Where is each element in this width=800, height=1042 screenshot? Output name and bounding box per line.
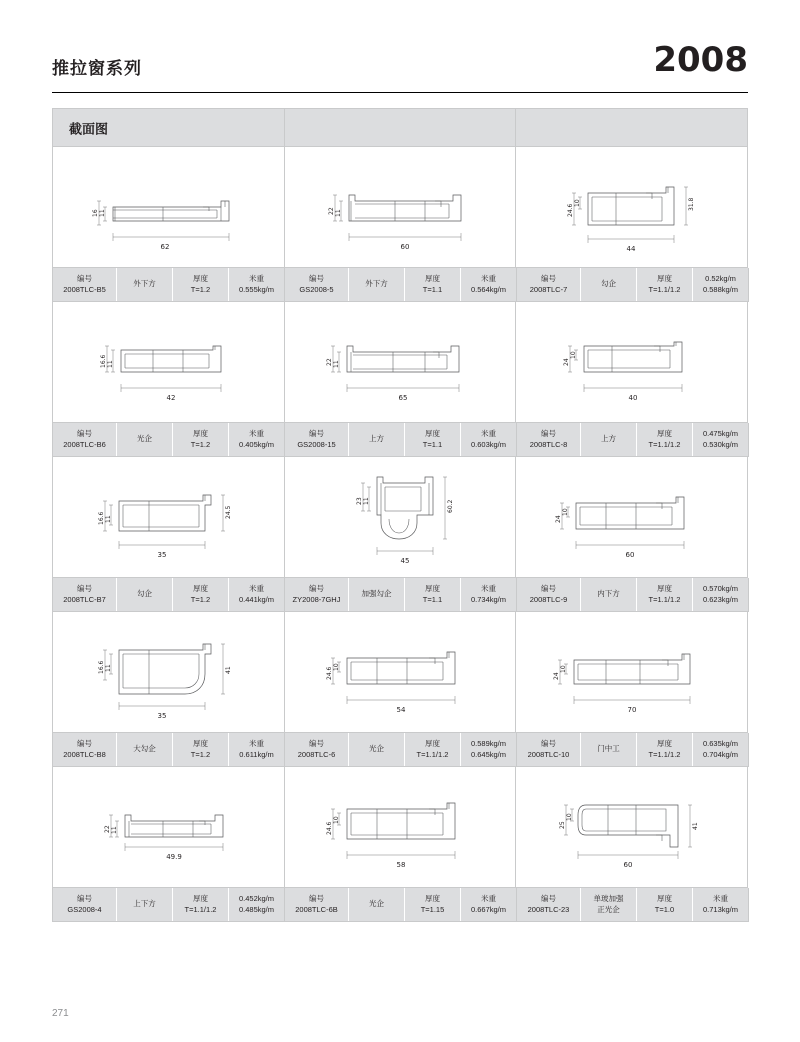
spec-row-5 bbox=[53, 888, 748, 922]
svg-text:22: 22 bbox=[104, 825, 111, 833]
spec-row-3 bbox=[53, 578, 748, 612]
spec-thickness: 厚度 T=1.1/1.2 bbox=[637, 578, 693, 611]
svg-text:24.6: 24.6 bbox=[325, 666, 333, 680]
svg-text:41: 41 bbox=[225, 666, 232, 674]
svg-text:11: 11 bbox=[99, 209, 106, 217]
spec-cell-2008TLC-7 bbox=[517, 268, 749, 302]
spec-weight: 米重 0.564kg/m bbox=[470, 274, 507, 294]
spec-weight: 米重 0.603kg/m bbox=[470, 429, 507, 449]
dim-width-1-1: 62 bbox=[160, 243, 170, 251]
series-number: 2008 bbox=[653, 40, 748, 80]
svg-text:11: 11 bbox=[334, 209, 342, 217]
svg-text:22: 22 bbox=[327, 207, 335, 215]
profile-drawing-2008TLC-23 bbox=[516, 767, 748, 888]
svg-text:16.6: 16.6 bbox=[98, 511, 105, 525]
spec-cell-2008TLC-B8 bbox=[53, 733, 285, 767]
spec-cell-2008TLC-B6 bbox=[53, 423, 285, 457]
spec-code: 编号 2008TLC-B5 bbox=[53, 268, 117, 301]
profile-drawing-2008TLC-6B bbox=[285, 767, 517, 888]
spec-code: 编号 GS2008-5 bbox=[285, 268, 349, 301]
profile-drawing-GS2008-5 bbox=[285, 147, 517, 268]
spec-weight: 米重 0.734kg/m bbox=[470, 584, 507, 604]
dim-width-5-3: 60 bbox=[623, 861, 633, 869]
spec-row-4 bbox=[53, 733, 748, 767]
spec-name: 勾企 bbox=[581, 268, 637, 301]
dim-width-2-2: 65 bbox=[398, 394, 408, 402]
table-title-cell-blank-2 bbox=[516, 109, 748, 147]
spec-cell-2008TLC-23 bbox=[517, 888, 749, 922]
spec-weight: 米重 0.441kg/m bbox=[238, 584, 275, 604]
spec-weight: 米重 0.405kg/m bbox=[238, 429, 275, 449]
spec-cell-2008TLC-9 bbox=[517, 578, 749, 612]
svg-text:23: 23 bbox=[355, 497, 363, 505]
spec-code: 编号 GS2008-4 bbox=[53, 888, 117, 921]
spec-thickness: 厚度 T=1.1 bbox=[405, 268, 461, 301]
spec-code: 编号 2008TLC-8 bbox=[517, 423, 581, 456]
spec-thickness: 厚度 T=1.2 bbox=[173, 423, 229, 456]
dim-width-1-3: 44 bbox=[626, 245, 636, 253]
table-title-cell bbox=[53, 109, 285, 147]
spec-name: 加强勾企 bbox=[349, 578, 405, 611]
spec-weight: 0.570kg/m 0.623kg/m bbox=[702, 584, 739, 604]
spec-name: 上方 bbox=[349, 423, 405, 456]
profile-drawing-2008TLC-6 bbox=[285, 612, 517, 733]
profile-drawing-2008TLC-10 bbox=[516, 612, 748, 733]
spec-cell-ZY2008-7GHJ bbox=[285, 578, 517, 612]
svg-text:24: 24 bbox=[553, 672, 561, 680]
spec-cell-2008TLC-B5 bbox=[53, 268, 285, 302]
spec-name: 大勾企 bbox=[117, 733, 173, 766]
spec-code: 编号 2008TLC-10 bbox=[517, 733, 581, 766]
spec-name: 光企 bbox=[117, 423, 173, 456]
spec-weight: 0.589kg/m 0.645kg/m bbox=[470, 739, 507, 759]
spec-thickness: 厚度 T=1.2 bbox=[173, 268, 229, 301]
svg-text:22: 22 bbox=[325, 358, 333, 366]
svg-text:10: 10 bbox=[574, 199, 582, 207]
spec-weight: 米重 0.611kg/m bbox=[239, 739, 274, 759]
spec-weight: 0.52kg/m 0.588kg/m bbox=[702, 274, 739, 294]
spec-name: 勾企 bbox=[117, 578, 173, 611]
svg-text:16.6: 16.6 bbox=[100, 354, 107, 368]
spec-weight: 0.475kg/m 0.530kg/m bbox=[702, 429, 739, 449]
svg-text:24: 24 bbox=[563, 358, 571, 366]
spec-thickness: 厚度 T=1.1 bbox=[405, 423, 461, 456]
profile-drawing-2008TLC-B6 bbox=[53, 302, 285, 423]
spec-weight: 0.635kg/m 0.704kg/m bbox=[702, 739, 739, 759]
spec-name: 单玻加强 正光企 bbox=[581, 888, 637, 921]
profile-drawing-2008TLC-B8 bbox=[53, 612, 285, 733]
spec-row-2 bbox=[53, 423, 748, 457]
svg-text:11: 11 bbox=[105, 664, 112, 672]
spec-code: 编号 2008TLC-7 bbox=[517, 268, 581, 301]
dim-width-4-2: 54 bbox=[396, 706, 406, 714]
page-number: 271 bbox=[52, 1008, 69, 1019]
spec-cell-2008TLC-6B bbox=[285, 888, 517, 922]
spec-code: 编号 2008TLC-B7 bbox=[53, 578, 117, 611]
drawing-row-3 bbox=[53, 457, 748, 578]
table-title-cell-blank-1 bbox=[285, 109, 517, 147]
dim-width-4-1: 35 bbox=[157, 712, 167, 720]
spec-code: 编号 2008TLC-6B bbox=[285, 888, 349, 921]
spec-weight: 0.452kg/m 0.485kg/m bbox=[238, 894, 275, 914]
svg-text:11: 11 bbox=[105, 515, 112, 523]
spec-code: 编号 2008TLC-6 bbox=[285, 733, 349, 766]
svg-text:11: 11 bbox=[362, 497, 370, 505]
spec-cell-GS2008-15 bbox=[285, 423, 517, 457]
spec-weight: 米重 0.667kg/m bbox=[470, 894, 507, 914]
svg-text:60.2: 60.2 bbox=[446, 499, 454, 513]
spec-name: 光企 bbox=[349, 888, 405, 921]
profile-drawing-2008TLC-B5 bbox=[53, 147, 285, 268]
svg-text:16.6: 16.6 bbox=[98, 660, 105, 674]
spec-code: 编号 2008TLC-B6 bbox=[53, 423, 117, 456]
spec-cell-GS2008-4 bbox=[53, 888, 285, 922]
svg-text:11: 11 bbox=[111, 826, 118, 834]
spec-thickness: 厚度 T=1.2 bbox=[173, 578, 229, 611]
dim-width-2-3: 40 bbox=[628, 394, 638, 402]
spec-cell-2008TLC-6 bbox=[285, 733, 517, 767]
dim-width-3-1: 35 bbox=[157, 551, 167, 559]
spec-cell-2008TLC-10 bbox=[517, 733, 749, 767]
spec-thickness: 厚度 T=1.1/1.2 bbox=[405, 733, 461, 766]
dim-width-1-2: 60 bbox=[400, 243, 410, 251]
profile-drawing-ZY2008-7GHJ bbox=[285, 457, 517, 578]
svg-text:24.6: 24.6 bbox=[325, 821, 333, 835]
spec-name: 上方 bbox=[581, 423, 637, 456]
svg-text:10: 10 bbox=[562, 508, 570, 516]
spec-name: 门中工 bbox=[581, 733, 637, 766]
svg-text:11: 11 bbox=[332, 360, 340, 368]
svg-text:24: 24 bbox=[555, 515, 563, 523]
dim-width-5-2: 58 bbox=[396, 861, 406, 869]
drawing-row-5 bbox=[53, 767, 748, 888]
spec-code: 编号 ZY2008-7GHJ bbox=[285, 578, 349, 611]
spec-row-1 bbox=[53, 268, 748, 302]
spec-cell-2008TLC-B7 bbox=[53, 578, 285, 612]
spec-thickness: 厚度 T=1.1/1.2 bbox=[637, 423, 693, 456]
profile-table bbox=[52, 108, 748, 922]
spec-name: 光企 bbox=[349, 733, 405, 766]
section-title: 截面图 bbox=[69, 121, 109, 136]
svg-text:10: 10 bbox=[570, 351, 578, 359]
spec-name: 上下方 bbox=[117, 888, 173, 921]
spec-thickness: 厚度 T=1.1/1.2 bbox=[637, 733, 693, 766]
svg-text:10: 10 bbox=[560, 665, 568, 673]
drawing-row-2 bbox=[53, 302, 748, 423]
spec-thickness: 厚度 T=1.0 bbox=[637, 888, 693, 921]
header-divider bbox=[52, 92, 748, 93]
spec-weight: 米重 0.555kg/m bbox=[238, 274, 275, 294]
svg-text:10: 10 bbox=[332, 816, 340, 824]
spec-name: 外下方 bbox=[349, 268, 405, 301]
spec-code: 编号 2008TLC-B8 bbox=[53, 733, 117, 766]
spec-name: 外下方 bbox=[117, 268, 173, 301]
profile-drawing-GS2008-15 bbox=[285, 302, 517, 423]
spec-thickness: 厚度 T=1.1 bbox=[405, 578, 461, 611]
profile-drawing-2008TLC-8 bbox=[516, 302, 748, 423]
spec-code: 编号 2008TLC-9 bbox=[517, 578, 581, 611]
spec-thickness: 厚度 T=1.1/1.2 bbox=[637, 268, 693, 301]
spec-cell-GS2008-5 bbox=[285, 268, 517, 302]
drawing-row-4 bbox=[53, 612, 748, 733]
svg-text:24.6: 24.6 bbox=[567, 203, 575, 217]
svg-text:11: 11 bbox=[107, 360, 114, 368]
spec-weight: 米重 0.713kg/m bbox=[702, 894, 739, 914]
spec-cell-2008TLC-8 bbox=[517, 423, 749, 457]
dim-width-3-2: 45 bbox=[400, 557, 410, 565]
dim-width-3-3: 60 bbox=[625, 551, 635, 559]
spec-name: 内下方 bbox=[581, 578, 637, 611]
svg-text:16: 16 bbox=[92, 209, 99, 217]
svg-text:25: 25 bbox=[559, 821, 567, 829]
svg-text:24.5: 24.5 bbox=[225, 505, 232, 519]
spec-thickness: 厚度 T=1.2 bbox=[173, 733, 229, 766]
spec-thickness: 厚度 T=1.15 bbox=[405, 888, 461, 921]
profile-drawing-2008TLC-7 bbox=[516, 147, 748, 268]
series-title: 推拉窗系列 bbox=[52, 59, 142, 78]
svg-text:10: 10 bbox=[566, 813, 574, 821]
drawing-row-1 bbox=[53, 147, 748, 268]
svg-text:41: 41 bbox=[692, 822, 700, 830]
profile-drawing-2008TLC-9 bbox=[516, 457, 748, 578]
dim-width-4-3: 70 bbox=[627, 706, 637, 714]
profile-drawing-GS2008-4 bbox=[53, 767, 285, 888]
spec-thickness: 厚度 T=1.1/1.2 bbox=[173, 888, 229, 921]
dim-width-5-1: 49.9 bbox=[166, 853, 182, 861]
page-header bbox=[52, 40, 748, 94]
spec-code: 编号 GS2008-15 bbox=[285, 423, 349, 456]
spec-code: 编号 2008TLC-23 bbox=[517, 888, 581, 921]
profile-drawing-2008TLC-B7 bbox=[53, 457, 285, 578]
svg-text:31.8: 31.8 bbox=[688, 197, 696, 211]
dim-width-2-1: 42 bbox=[166, 394, 176, 402]
table-title-row bbox=[53, 109, 748, 147]
svg-text:10: 10 bbox=[332, 663, 340, 671]
